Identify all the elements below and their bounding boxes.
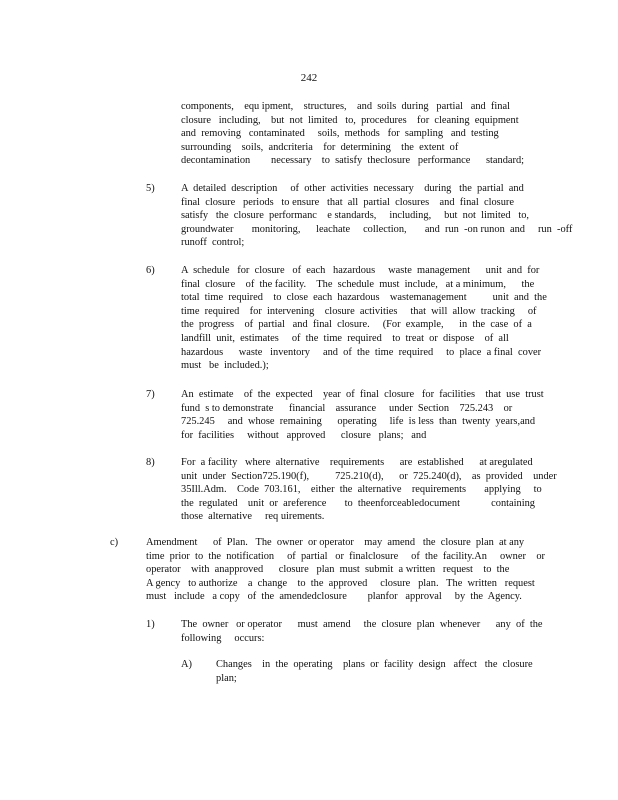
text-line: must be included.); (181, 360, 269, 372)
text-line: final closure of the facility. The schedule must include, at a minimum, the (181, 278, 535, 290)
text-line: The owner or operator must amend the closure plan whenever any of the (181, 619, 543, 630)
subsection-1-paragraph (181, 618, 543, 645)
text-line: hazardous waste inventory and of the time required to place a final cover (181, 346, 542, 358)
item-marker: A) (181, 659, 192, 670)
item-marker: 8) (146, 457, 155, 468)
text-line: total time required to close each hazardous wastemanagement unit and the (181, 292, 547, 304)
text-line: those alternative req uirements. (181, 511, 325, 523)
item-5-paragraph (181, 182, 573, 250)
text-line: closure including, but not limited to, procedures for cleaning equipment (181, 114, 519, 126)
item-8-paragraph (181, 456, 557, 524)
text-line: satisfy the closure performanc e standards, including, but not limited to, (181, 210, 530, 222)
text-line: An estimate of the expected year of final closure for facilities that use trust (181, 389, 544, 400)
text-line: time required for intervening closure activities that will allow tracking of (181, 305, 537, 317)
text-line: components, equ ipment, structures, and soils during partial and final (181, 101, 510, 112)
text-line: Changes in the operating plans or facility design affect the closure (216, 659, 533, 670)
item-marker: 6) (146, 265, 155, 276)
text-line: must include a copy of the amendedclosure planfor approval by the Agency. (146, 591, 522, 603)
text-line: unit under Section725.190(f), 725.210(d), or 725.240(d), as provided under (181, 470, 557, 482)
text-line: decontamination necessary to satisfy theclosure performance standard; (181, 155, 525, 167)
text-line: 35Ill.Adm. Code 703.161, either the alternative requirements applying to (181, 484, 542, 496)
text-line: A gency to authorize a change to the approved closure plan. The written request (146, 577, 535, 589)
text-line: final closure periods to ensure that all partial closures and final closure (181, 196, 514, 208)
item-6-paragraph (181, 264, 547, 373)
text-line: the progress of partial and final closure. (For example, in the case of a (181, 319, 532, 331)
text-line: A schedule for closure of each hazardous waste management unit and for (181, 265, 540, 276)
text-line: plan; (216, 672, 237, 684)
text-line: time prior to the notification of partial or finalclosure of the facility.An owner or (146, 550, 545, 562)
text-line: fund s to demonstrate financial assurance under Section 725.243 or (181, 402, 513, 414)
text-line: following occurs: (181, 632, 265, 644)
text-line: groundwater monitoring, leachate collection, and run -on runon and run -off (181, 223, 573, 235)
item-7-paragraph (181, 388, 544, 442)
text-line: A detailed description of other activities necessary during the partial and (181, 183, 524, 194)
text-line: landfill unit, estimates of the time required to treat or dispose of all (181, 332, 509, 344)
section-marker: c) (110, 537, 119, 548)
text-line: runoff control; (181, 237, 245, 249)
subsection-a-paragraph (216, 658, 539, 685)
text-line: surrounding soils, andcriteria for determining the extent of (181, 141, 459, 153)
text-line: for facilities without approved closure plans; and (181, 429, 427, 441)
section-c-paragraph (146, 536, 545, 604)
item-marker: 7) (146, 389, 155, 400)
item-marker: 1) (146, 619, 155, 630)
item-marker: 5) (146, 183, 155, 194)
text-line: Amendment of Plan. The owner or operator may amend the closure plan at any (146, 537, 525, 548)
text-line: operator with anapproved closure plan must submit a written request to the (146, 564, 510, 576)
text-line: For a facility where alternative requirements are established at aregulated (181, 457, 533, 468)
continuation-paragraph (181, 100, 525, 168)
text-line: and removing contaminated soils, methods for sampling and testing (181, 128, 499, 140)
text-line: 725.245 and whose remaining operating life is less than twenty years,and (181, 416, 536, 428)
page-number: 242 (300, 72, 318, 84)
text-line: the regulated unit or areference to theenforceabledocument containing (181, 497, 536, 509)
